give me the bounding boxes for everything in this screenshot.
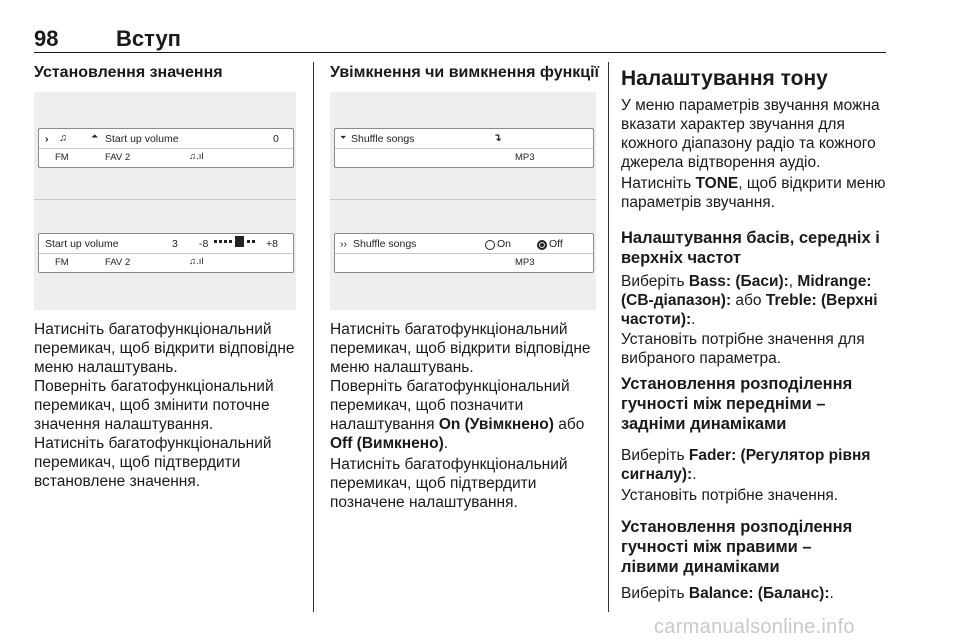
option-on-label: On	[497, 238, 512, 250]
arrow-right-icon: ›	[45, 133, 49, 145]
bass-option: Bass: (Баси):	[688, 273, 789, 290]
text-run: Виберіть	[621, 273, 689, 290]
up-arrow-icon: ⏶	[91, 131, 99, 141]
page-number: 98	[34, 26, 59, 51]
option-on-text: On (Увімкнено)	[438, 416, 554, 433]
music-note-icon: ♫	[59, 132, 67, 144]
source-label: MP3	[515, 152, 535, 163]
menu-item-value: 0	[273, 133, 279, 145]
signal-icon: ♫.ıl	[189, 256, 204, 267]
display-screen-a	[334, 128, 594, 168]
radio-on-icon	[485, 240, 495, 250]
text-run: або	[553, 416, 585, 433]
double-arrow-icon: ››	[340, 238, 347, 250]
display-screen-b	[334, 233, 594, 273]
tone-press-paragraph	[621, 174, 886, 212]
fader-set-paragraph: Установіть потрібне значення.	[621, 487, 839, 504]
balance-select-paragraph	[621, 584, 886, 603]
panel-divider	[330, 199, 596, 200]
col1-paragraph-3: Натисніть багатофункціональний перемикач, щоб підтвердити встановлене значення.	[34, 435, 272, 490]
bass-select-paragraph	[621, 272, 886, 329]
treble-option: Treble: (Верхні частоти):	[621, 292, 878, 328]
fader-heading: Установлення розподілення гучності між передніми – задніми динаміками	[621, 375, 853, 433]
text-run: , щоб відкрити меню параметрів звучання.	[621, 175, 886, 211]
column-divider-2	[608, 62, 609, 612]
screen-separator	[335, 253, 593, 254]
text-run: .	[691, 311, 696, 328]
shuffle-icon: ↴	[493, 132, 502, 144]
menu-item-label: Start up volume	[105, 133, 179, 145]
scale-min: -8	[199, 238, 209, 250]
illustration-set-value	[34, 92, 296, 310]
screen-separator	[39, 148, 293, 149]
screen-separator	[39, 253, 293, 254]
col1-paragraph-1: Натисніть багатофункціональний перемикач, щоб відкрити відповідне меню налаштувань.	[34, 321, 295, 376]
option-off-text: Off (Вимкнено)	[330, 435, 444, 452]
tone-intro: У меню параметрів звучання можна вказати характер звучання для кожного діапазону радіо та кожного джерела відтворення аудіо.	[621, 97, 880, 171]
illustration-toggle-function	[330, 92, 596, 310]
menu-item-label: Start up volume	[45, 238, 119, 250]
text-run: Натисніть	[621, 175, 696, 192]
option-off-label: Off	[549, 238, 563, 250]
page-header	[34, 0, 886, 53]
source-label: MP3	[515, 257, 535, 268]
band-label: FM	[55, 152, 69, 163]
signal-icon: ♫.ıl	[189, 151, 204, 162]
text-run: Виберіть	[621, 585, 689, 602]
scale-marker	[235, 236, 244, 247]
band-label: FM	[55, 257, 69, 268]
col2-paragraph-3: Натисніть багатофункціональний перемикач, щоб підтвердити позначене налаштування.	[330, 456, 568, 511]
radio-off-selected-icon	[537, 240, 547, 250]
col1-paragraph-2: Поверніть багатофункціональний перемикач, щоб змінити поточне значення налаштування.	[34, 378, 274, 433]
col2-paragraph-2	[330, 377, 596, 453]
fader-select-paragraph	[621, 446, 886, 484]
text-run: Виберіть	[621, 447, 689, 464]
column-divider-1	[313, 62, 314, 612]
screen-separator	[335, 148, 593, 149]
tone-button-label: TONE	[695, 175, 739, 192]
preset-label: FAV 2	[105, 257, 131, 268]
scale-max: +8	[266, 238, 278, 250]
menu-item-value: 3	[172, 238, 178, 250]
text-run: Поверніть багатофункціональний перемикач, щоб позначити налаштування	[330, 378, 570, 433]
text-run: .	[443, 435, 449, 452]
col2-heading: Увімкнення чи вимкнення функції	[330, 64, 600, 81]
bass-set-paragraph: Установіть потрібне значення для вибраного параметра.	[621, 331, 865, 367]
fader-option: Fader: (Регулятор рівня сигналу):	[621, 447, 871, 483]
bass-heading: Налаштування басів, середніх і верхніх частот	[621, 229, 880, 267]
menu-item-label: Shuffle songs	[351, 133, 415, 145]
text-run: ,	[788, 273, 798, 290]
balance-heading: Установлення розподілення гучності між правими – лівими динаміками	[621, 518, 853, 576]
text-run: або	[731, 292, 766, 309]
menu-item-label: Shuffle songs	[353, 238, 417, 250]
panel-divider	[34, 199, 296, 200]
dropdown-arrow-icon: ⏷	[340, 133, 347, 142]
col2-paragraph-1: Натисніть багатофункціональний перемикач, щоб відкрити відповідне меню налаштувань.	[330, 321, 591, 376]
preset-label: FAV 2	[105, 152, 131, 163]
display-screen-a	[38, 128, 294, 168]
col1-heading: Установлення значення	[34, 64, 223, 81]
text-run: .	[829, 585, 834, 602]
tone-settings-title: Налаштування тону	[621, 67, 828, 90]
balance-option: Balance: (Баланс):	[688, 585, 830, 602]
volume-scale	[214, 235, 255, 247]
watermark: carmanualsonline.info	[654, 616, 855, 638]
display-screen-b	[38, 233, 294, 273]
section-title: Вступ	[116, 26, 181, 51]
midrange-option: Midrange: (СВ-діапазон):	[621, 273, 872, 309]
text-run: .	[692, 466, 697, 483]
